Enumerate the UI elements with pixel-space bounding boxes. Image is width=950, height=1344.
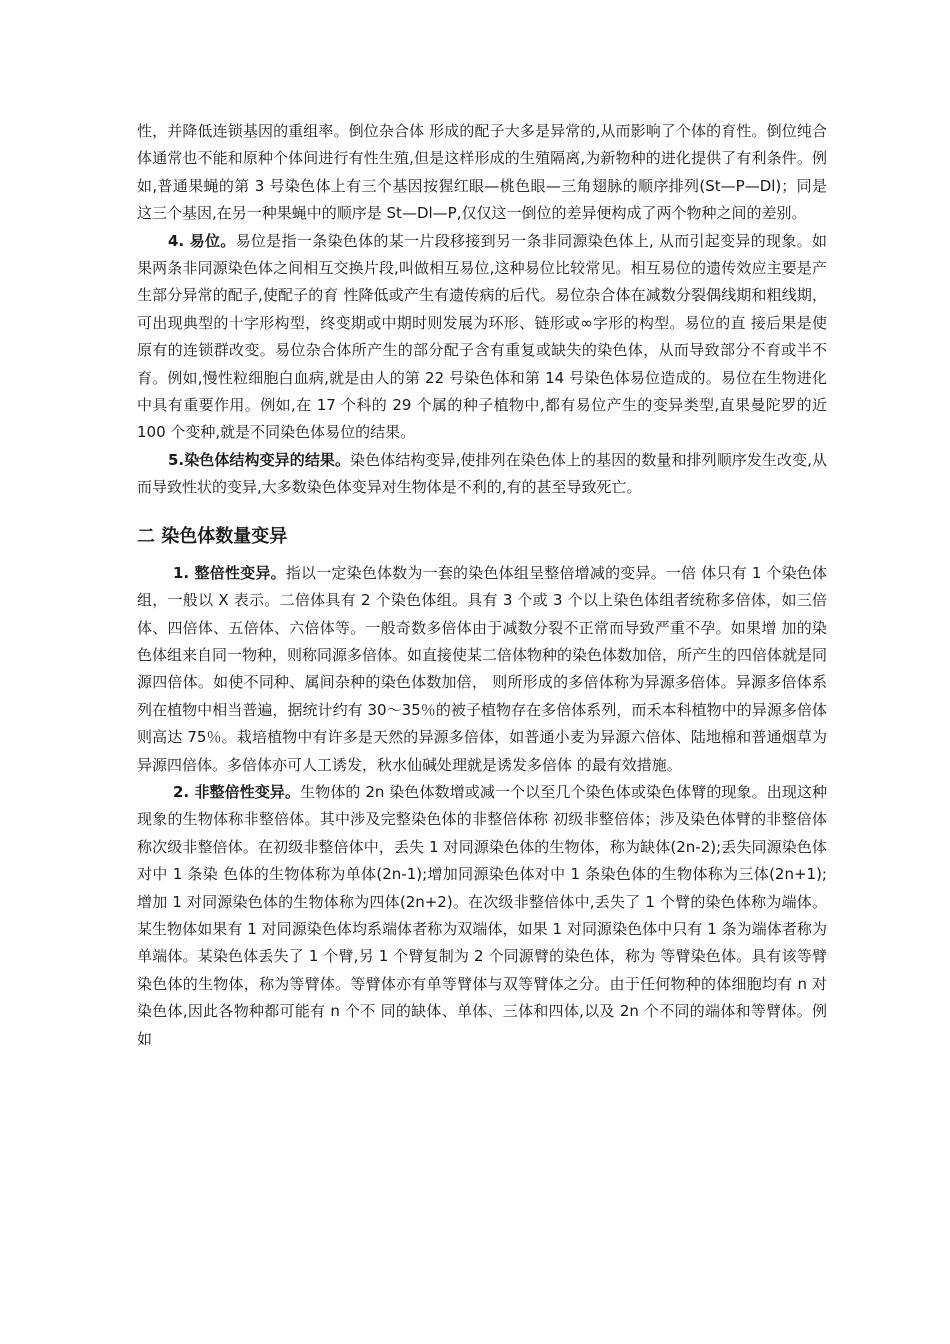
section-body-translocation: 易位是指一条染色体的某一片段移接到另一条非同源染色体上, 从而引起变异的现象。如果两条非同源染色体之间相互交换片段,叫做相互易位,这种易位比较常见。相互易位的遗传效应主要是产生部分异常的配子,使配子的育 性降低或产生有遗传病的后代。易位杂合体在减数分裂偶线期和粗线期，可出现典型的十字形构型，终变期或中期时则发展为环形、链形或∞字形的构型。易位的直 接后果是使原有的连锁群改变。易位杂合体所产生的部分配子含有重复或缺失的染色体，从而导致部分不育或半不育。例如,慢性粒细胞白血病,就是由人的第 22 号染色体和第 14 号染色体易位造成的。易位在生物进化中具有重要作用。例如,在 17 个科的 29 个属的种子植物中,都有易位产生的变异类型,直果曼陀罗的近 100 个变种,就是不同染色体易位的结果。	[137, 231, 827, 442]
section-lead-aneuploidy: 2. 非整倍性变异。	[173, 782, 301, 801]
section-heading-chromosome-number: 二 染色体数量变异	[137, 525, 288, 547]
document-body	[137, 118, 827, 1053]
section-lead-translocation: 4. 易位。	[168, 231, 236, 250]
section-body-euploidy: 指以一定染色体数为一套的染色体组呈整倍增减的变异。一倍 体只有 1 个染色体组，一般以 X 表示。二倍体具有 2 个染色体组。具有 3 个或 3 个以上染色体组者统称多倍体，如三倍体、四倍体、五倍体、六倍体等。一般奇数多倍体由于减数分裂不正常而导致严重不孕。如果增 加的染色体组来自同一物种，则称同源多倍体。如直接使某二倍体物种的染色体数加倍，所产生的四倍体就是同源四倍体。如使不同种、属间杂种的染色体数加倍， 则所形成的多倍体称为异源多倍体。异源多倍体系列在植物中相当普遍，据统计约有 30～35％的被子植物存在多倍体系列，而禾本科植物中的异源多倍体则高达 75％。栽培植物中有许多是天然的异源多倍体，如普通小麦为异源六倍体、陆地棉和普通烟草为异源四倍体。多倍体亦可人工诱发，秋水仙碱处理就是诱发多倍体 的最有效措施。	[137, 563, 828, 774]
section-lead-result: 5.染色体结构变异的结果。	[168, 450, 351, 469]
section-body-result: 染色体结构变异,使排列在染色体上的基因的数量和排列顺序发生改变,从而导致性状的变异,大多数染色体变异对生物体是不利的,有的甚至导致死亡。	[137, 450, 827, 497]
section-body-aneuploidy: 生物体的 2n 染色体数增或减一个以至几个染色体或染色体臂的现象。出现这种现象的生物体称非整倍体。其中涉及完整染色体的非整倍体称 初级非整倍体；涉及染色体臂的非整倍体称次级非整倍体。在初级非整倍体中，丢失 1 对同源染色体的生物体，称为缺体(2n-2);丢失同源染色体对中 1 条染 色体的生物体称为单体(2n-1);增加同源染色体对中 1 条染色体的生物体称为三体(2n+1);增加 1 对同源染色体的生物体称为四体(2n+2)。在次级非整倍体中,丢失了 1 个臂的染色体称为端体。某生物体如果有 1 对同源染色体均系端体者称为双端体，如果 1 对同源染色体中只有 1 条为端体者称为单端体。某染色体丢失了 1 个臂,另 1 个臂复制为 2 个同源臂的染色体，称为 等臂染色体。具有该等臂染色体的生物体，称为等臂体。等臂体亦有单等臂体与双等臂体之分。由于任何物种的体细胞均有 n 对染色体,因此各物种都可能有 n 个不 同的缺体、单体、三体和四体,以及 2n 个不同的端体和等臂体。例如	[137, 782, 828, 1048]
paragraph-aneuploidy	[137, 779, 827, 1053]
paragraph-structural-variation-result	[137, 447, 827, 502]
paragraph-inversion-continued: 性，并降低连锁基因的重组率。倒位杂合体 形成的配子大多是异常的,从而影响了个体的育性。倒位纯合体通常也不能和原种个体间进行有性生殖,但是这样形成的生殖隔离,为新物种的进化提供了有利条件。例如,普通果蝇的第 3 号染色体上有三个基因按猩红眼—桃色眼—三角翅脉的顺序排列(St—P—Dl)；同是这三个基因,在另一种果蝇中的顺序是 St—Dl—P,仅仅这一倒位的差异便构成了两个物种之间的差别。	[137, 122, 827, 223]
section-lead-euploidy: 1. 整倍性变异。	[173, 563, 286, 582]
paragraph-euploidy	[137, 560, 827, 779]
paragraph-translocation	[137, 228, 827, 447]
